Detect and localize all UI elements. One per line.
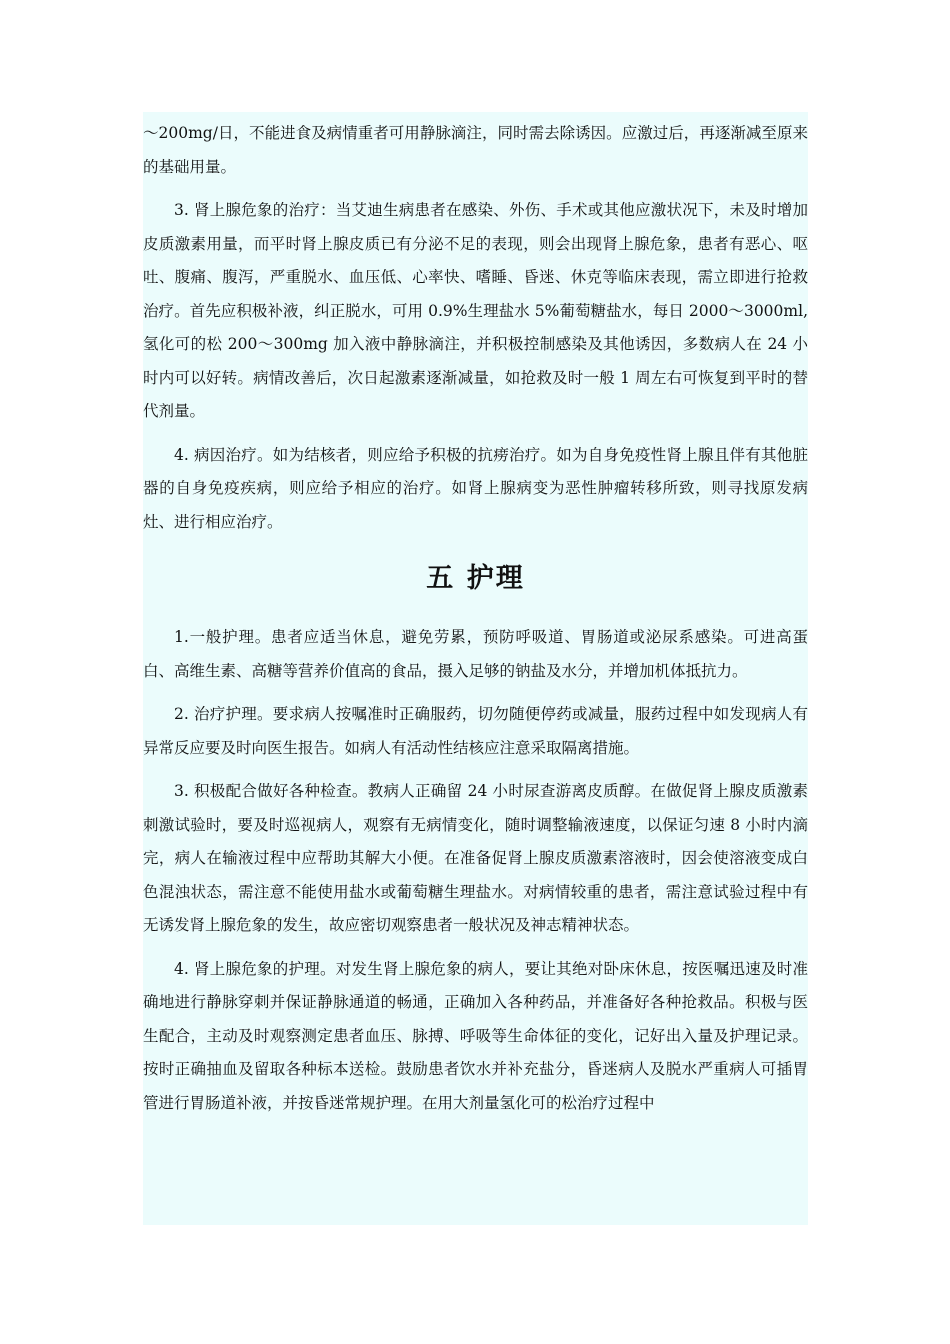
document-page bbox=[143, 112, 808, 1225]
paragraph-examination-cooperation: 3. 积极配合做好各种检查。教病人正确留 24 小时尿查游离皮质醇。在做促肾上腺皮质激素刺激试验时，要及时巡视病人，观察有无病情变化，随时调整输液速度，以保证匀速 8 小时内滴完，病人在输液过程中应帮助其解大小便。在准备促肾上腺皮质激素溶液时，因会使溶液变成白色混浊状态，需注意不能使用盐水或葡萄糖生理盐水。对病情较重的患者，需注意试验过程中有无诱发肾上腺危象的发生，故应密切观察患者一般状况及神志精神状态。 bbox=[143, 782, 808, 934]
paragraph-general-nursing: 1.一般护理。患者应适当休息，避免劳累，预防呼吸道、胃肠道或泌尿系感染。可进高蛋白、高维生素、高糖等营养价值高的食品，摄入足够的钠盐及水分，并增加机体抵抗力。 bbox=[143, 628, 808, 680]
paragraph-adrenal-crisis-nursing: 4. 肾上腺危象的护理。对发生肾上腺危象的病人，要让其绝对卧床休息，按医嘱迅速及时准确地进行静脉穿刺并保证静脉通道的畅通，正确加入各种药品，并准备好各种抢救品。积极与医生配合，主动及时观察测定患者血压、脉搏、呼吸等生命体征的变化，记好出入量及护理记录。按时正确抽血及留取各种标本送检。鼓励患者饮水并补充盐分，昏迷病人及脱水严重病人可插胃管进行胃肠道补液，并按昏迷常规护理。在用大剂量氢化可的松治疗过程中 bbox=[143, 959, 808, 1112]
paragraph-adrenal-crisis-treatment: 3. 肾上腺危象的治疗：当艾迪生病患者在感染、外伤、手术或其他应激状况下，未及时增加皮质激素用量，而平时肾上腺皮质已有分泌不足的表现，则会出现肾上腺危象，患者有恶心、呕吐、腹痛、腹泻，严重脱水、血压低、心率快、嗜睡、昏迷、休克等临床表现，需立即进行抢救治疗。首先应积极补液，纠正脱水，可用 0.9%生理盐水 5%葡萄糖盐水，每日 2000～3000ml,氢化可的松 200～300mg 加入液中静脉滴注，并积极控制感染及其他诱因，多数病人在 24 小时内可以好转。病情改善后，次日起激素逐渐减量，如抢救及时一般 1 周左右可恢复到平时的替代剂量。 bbox=[143, 201, 808, 420]
section-title: 五 护理 bbox=[426, 563, 525, 594]
paragraph-continued: ～200mg/日，不能进食及病情重者可用静脉滴注，同时需去除诱因。应激过后，再逐渐减至原来的基础用量。 bbox=[143, 124, 808, 176]
paragraph-etiology-treatment: 4. 病因治疗。如为结核者，则应给予积极的抗痨治疗。如为自身免疫性肾上腺且伴有其他脏器的自身免疫疾病，则应给予相应的治疗。如肾上腺病变为恶性肿瘤转移所致，则寻找原发病灶、进行相应治疗。 bbox=[143, 445, 808, 531]
paragraph-treatment-nursing: 2. 治疗护理。要求病人按嘱准时正确服药，切勿随便停药或减量，服药过程中如发现病人有异常反应要及时向医生报告。如病人有活动性结核应注意采取隔离措施。 bbox=[143, 705, 808, 757]
